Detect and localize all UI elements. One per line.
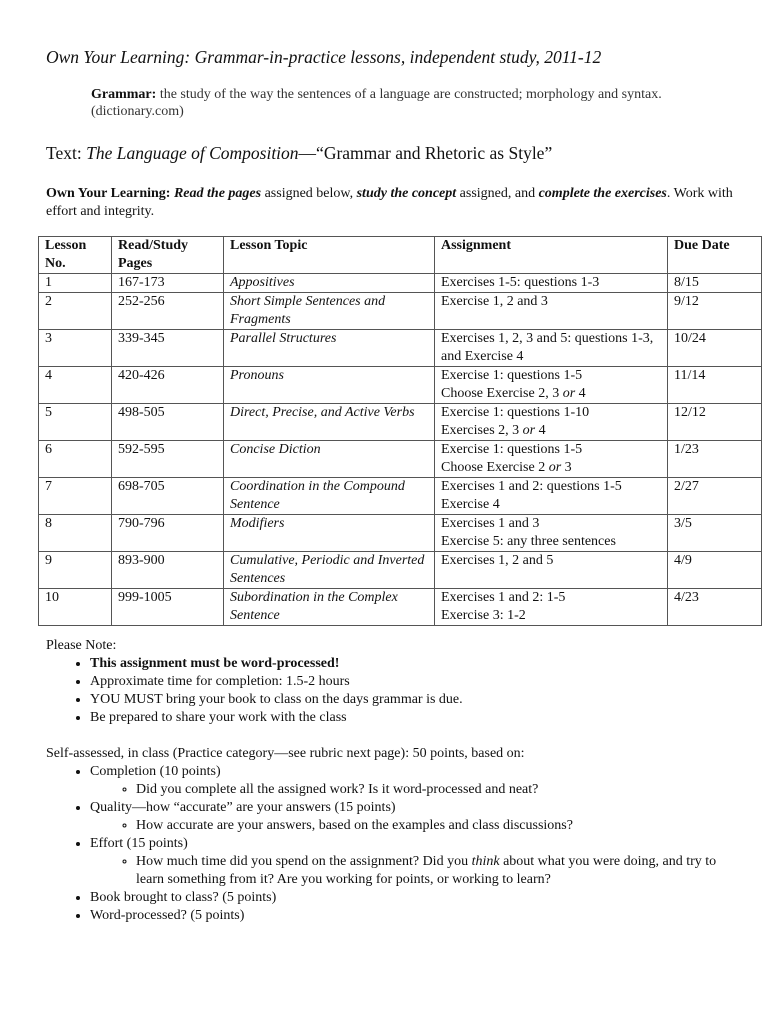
- table-row: [39, 367, 762, 404]
- cell-assignment: [435, 367, 668, 404]
- list-item: • Word-processed? (5 points): [90, 907, 746, 925]
- cell-topic: Subordination in the Complex Sentence: [224, 589, 435, 626]
- header-due-date: Due Date: [668, 237, 762, 274]
- header-topic: Lesson Topic: [224, 237, 435, 274]
- header-assignment: Assignment: [435, 237, 668, 274]
- table-row: [39, 330, 762, 367]
- intro-text-3: . Work with effort and integrity.: [46, 186, 733, 219]
- list-item: [136, 853, 746, 889]
- cell-due-date: 11/14: [668, 367, 762, 404]
- assignment-line-1: Exercises 1-5: questions 1-3: [441, 275, 600, 290]
- cell-due-date: 3/5: [668, 515, 762, 552]
- assignment-or: or: [522, 423, 536, 438]
- instructions: [46, 185, 746, 221]
- cell-assignment: [435, 330, 668, 367]
- table-row: [39, 589, 762, 626]
- assignment-line-2: [441, 422, 661, 440]
- cell-assignment: [435, 441, 668, 478]
- note-word-processed: This assignment must be word-processed!: [90, 656, 340, 671]
- cell-due-date: 9/12: [668, 293, 762, 330]
- cell-lesson-no: 2: [39, 293, 112, 330]
- assignment-line-1: Exercises 1 and 2: 1-5: [441, 590, 566, 605]
- table-header-row: [39, 237, 762, 274]
- assignment-line-1: Exercises 1 and 2: questions 1-5: [441, 479, 622, 494]
- cell-due-date: 8/15: [668, 274, 762, 293]
- notes-list: [46, 655, 746, 727]
- cell-due-date: 1/23: [668, 441, 762, 478]
- table-row: [39, 478, 762, 515]
- cell-assignment: [435, 274, 668, 293]
- list-item: [90, 835, 746, 889]
- text-reference: [46, 143, 552, 164]
- cell-lesson-no: 9: [39, 552, 112, 589]
- cell-assignment: [435, 478, 668, 515]
- list-item: [90, 655, 746, 673]
- table-row: [39, 274, 762, 293]
- text-prefix: Text:: [46, 143, 87, 163]
- list-item: • Approximate time for completion: 1.5-2 hours: [90, 673, 746, 691]
- criterion-completion: Completion (10 points): [90, 764, 221, 779]
- list-item: • Book brought to class? (5 points): [90, 889, 746, 907]
- list-item: [90, 763, 746, 799]
- notes-heading: Please Note:: [46, 638, 117, 653]
- assignment-line-1: Exercises 1, 2, 3 and 5: questions 1-3, and Exercise 4: [441, 331, 654, 364]
- intro-lead: Own Your Learning:: [46, 186, 171, 201]
- grammar-definition: [91, 86, 731, 120]
- intro-complete: complete the exercises: [538, 186, 667, 201]
- lesson-table: [38, 236, 762, 626]
- cell-lesson-no: 3: [39, 330, 112, 367]
- assignment-text: Exercise 3: 1-2: [441, 608, 526, 623]
- sub-list: [90, 781, 746, 799]
- list-item: • YOU MUST bring your book to class on the days grammar is due.: [90, 691, 746, 709]
- book-title: The Language of Composition: [86, 143, 299, 163]
- sub-list: [90, 817, 746, 835]
- criterion-effort: Effort (15 points): [90, 836, 188, 851]
- assignment-line-1: Exercise 1: questions 1-10: [441, 405, 590, 420]
- criterion-quality: Quality—how “accurate” are your answers (15 points): [90, 800, 396, 815]
- cell-pages: 698-705: [112, 478, 224, 515]
- cell-pages: 420-426: [112, 367, 224, 404]
- assignment-line-2: [441, 607, 661, 625]
- cell-lesson-no: 7: [39, 478, 112, 515]
- cell-assignment: [435, 515, 668, 552]
- assignment-text: Exercise 4: [441, 497, 500, 512]
- intro-text-1: assigned below,: [261, 186, 357, 201]
- assignment-line-1: Exercise 1: questions 1-5: [441, 368, 583, 383]
- cell-topic: Cumulative, Periodic and Inverted Sentences: [224, 552, 435, 589]
- cell-assignment: [435, 293, 668, 330]
- document-title: Own Your Learning: Grammar-in-practice lessons, independent study, 2011-12: [46, 47, 602, 67]
- effort-question-2: about what you were doing, and try to learn something from it? Are you working for points, or working to learn?: [136, 854, 717, 887]
- list-item: ◦ How accurate are your answers, based on the examples and class discussions?: [136, 817, 746, 835]
- cell-assignment: [435, 552, 668, 589]
- cell-lesson-no: 6: [39, 441, 112, 478]
- list-item: [90, 799, 746, 835]
- cell-lesson-no: 8: [39, 515, 112, 552]
- assignment-text: Choose Exercise 2: [441, 460, 549, 475]
- cell-topic: Parallel Structures: [224, 330, 435, 367]
- list-item: • Be prepared to share your work with the class: [90, 709, 746, 727]
- cell-pages: 498-505: [112, 404, 224, 441]
- cell-pages: 339-345: [112, 330, 224, 367]
- assignment-line-1: Exercises 1 and 3: [441, 516, 540, 531]
- cell-topic: Direct, Precise, and Active Verbs: [224, 404, 435, 441]
- cell-pages: 999-1005: [112, 589, 224, 626]
- definition-term: Grammar:: [91, 87, 157, 102]
- effort-question-1: How much time did you spend on the assignment? Did you: [136, 854, 472, 869]
- cell-due-date: 4/9: [668, 552, 762, 589]
- criteria-list: [46, 763, 746, 925]
- sub-list: [90, 853, 746, 889]
- text-suffix: —“Grammar and Rhetoric as Style”: [298, 143, 553, 163]
- cell-pages: 592-595: [112, 441, 224, 478]
- cell-topic: Modifiers: [224, 515, 435, 552]
- table-row: [39, 293, 762, 330]
- self-heading: Self-assessed, in class (Practice category—see rubric next page): 50 points, based on:: [46, 746, 525, 761]
- assignment-line-1: Exercise 1: questions 1-5: [441, 442, 583, 457]
- assignment-text: Choose Exercise 2, 3: [441, 386, 563, 401]
- cell-lesson-no: 1: [39, 274, 112, 293]
- cell-pages: 790-796: [112, 515, 224, 552]
- cell-due-date: 2/27: [668, 478, 762, 515]
- assignment-text: 4: [535, 423, 546, 438]
- assignment-or: or: [548, 460, 562, 475]
- cell-assignment: [435, 404, 668, 441]
- list-item: ◦ Did you complete all the assigned work? Is it word-processed and neat?: [136, 781, 746, 799]
- cell-topic: Concise Diction: [224, 441, 435, 478]
- assignment-line-2: [441, 496, 661, 514]
- assignment-line-2: [441, 459, 661, 477]
- cell-due-date: 4/23: [668, 589, 762, 626]
- definition-text: the study of the way the sentences of a language are constructed; morphology and syntax. (dictionary.com): [91, 87, 662, 119]
- effort-think: think: [471, 854, 500, 869]
- cell-due-date: 12/12: [668, 404, 762, 441]
- cell-assignment: [435, 589, 668, 626]
- assignment-or: or: [562, 386, 576, 401]
- assignment-text: Exercises 2, 3: [441, 423, 523, 438]
- cell-topic: Pronouns: [224, 367, 435, 404]
- cell-due-date: 10/24: [668, 330, 762, 367]
- table-row: [39, 441, 762, 478]
- please-note: [46, 637, 746, 727]
- assignment-line-2: [441, 385, 661, 403]
- assignment-text: 4: [575, 386, 586, 401]
- cell-topic: Coordination in the Compound Sentence: [224, 478, 435, 515]
- table-row: [39, 404, 762, 441]
- cell-pages: 893-900: [112, 552, 224, 589]
- cell-lesson-no: 4: [39, 367, 112, 404]
- assignment-text: Exercise 5: any three sentences: [441, 534, 616, 549]
- header-lesson-no: Lesson No.: [39, 237, 112, 274]
- cell-topic: Short Simple Sentences and Fragments: [224, 293, 435, 330]
- intro-study: study the concept: [356, 186, 457, 201]
- intro-text-2: assigned, and: [456, 186, 539, 201]
- cell-lesson-no: 5: [39, 404, 112, 441]
- cell-pages: 167-173: [112, 274, 224, 293]
- self-assessment: [46, 745, 746, 925]
- intro-read: Read the pages: [170, 186, 262, 201]
- table-row: [39, 552, 762, 589]
- assignment-text: 3: [561, 460, 572, 475]
- cell-lesson-no: 10: [39, 589, 112, 626]
- assignment-line-2: [441, 533, 661, 551]
- header-pages: Read/Study Pages: [112, 237, 224, 274]
- assignment-line-1: Exercises 1, 2 and 5: [441, 553, 554, 568]
- assignment-line-1: Exercise 1, 2 and 3: [441, 294, 548, 309]
- cell-pages: 252-256: [112, 293, 224, 330]
- table-row: [39, 515, 762, 552]
- cell-topic: Appositives: [224, 274, 435, 293]
